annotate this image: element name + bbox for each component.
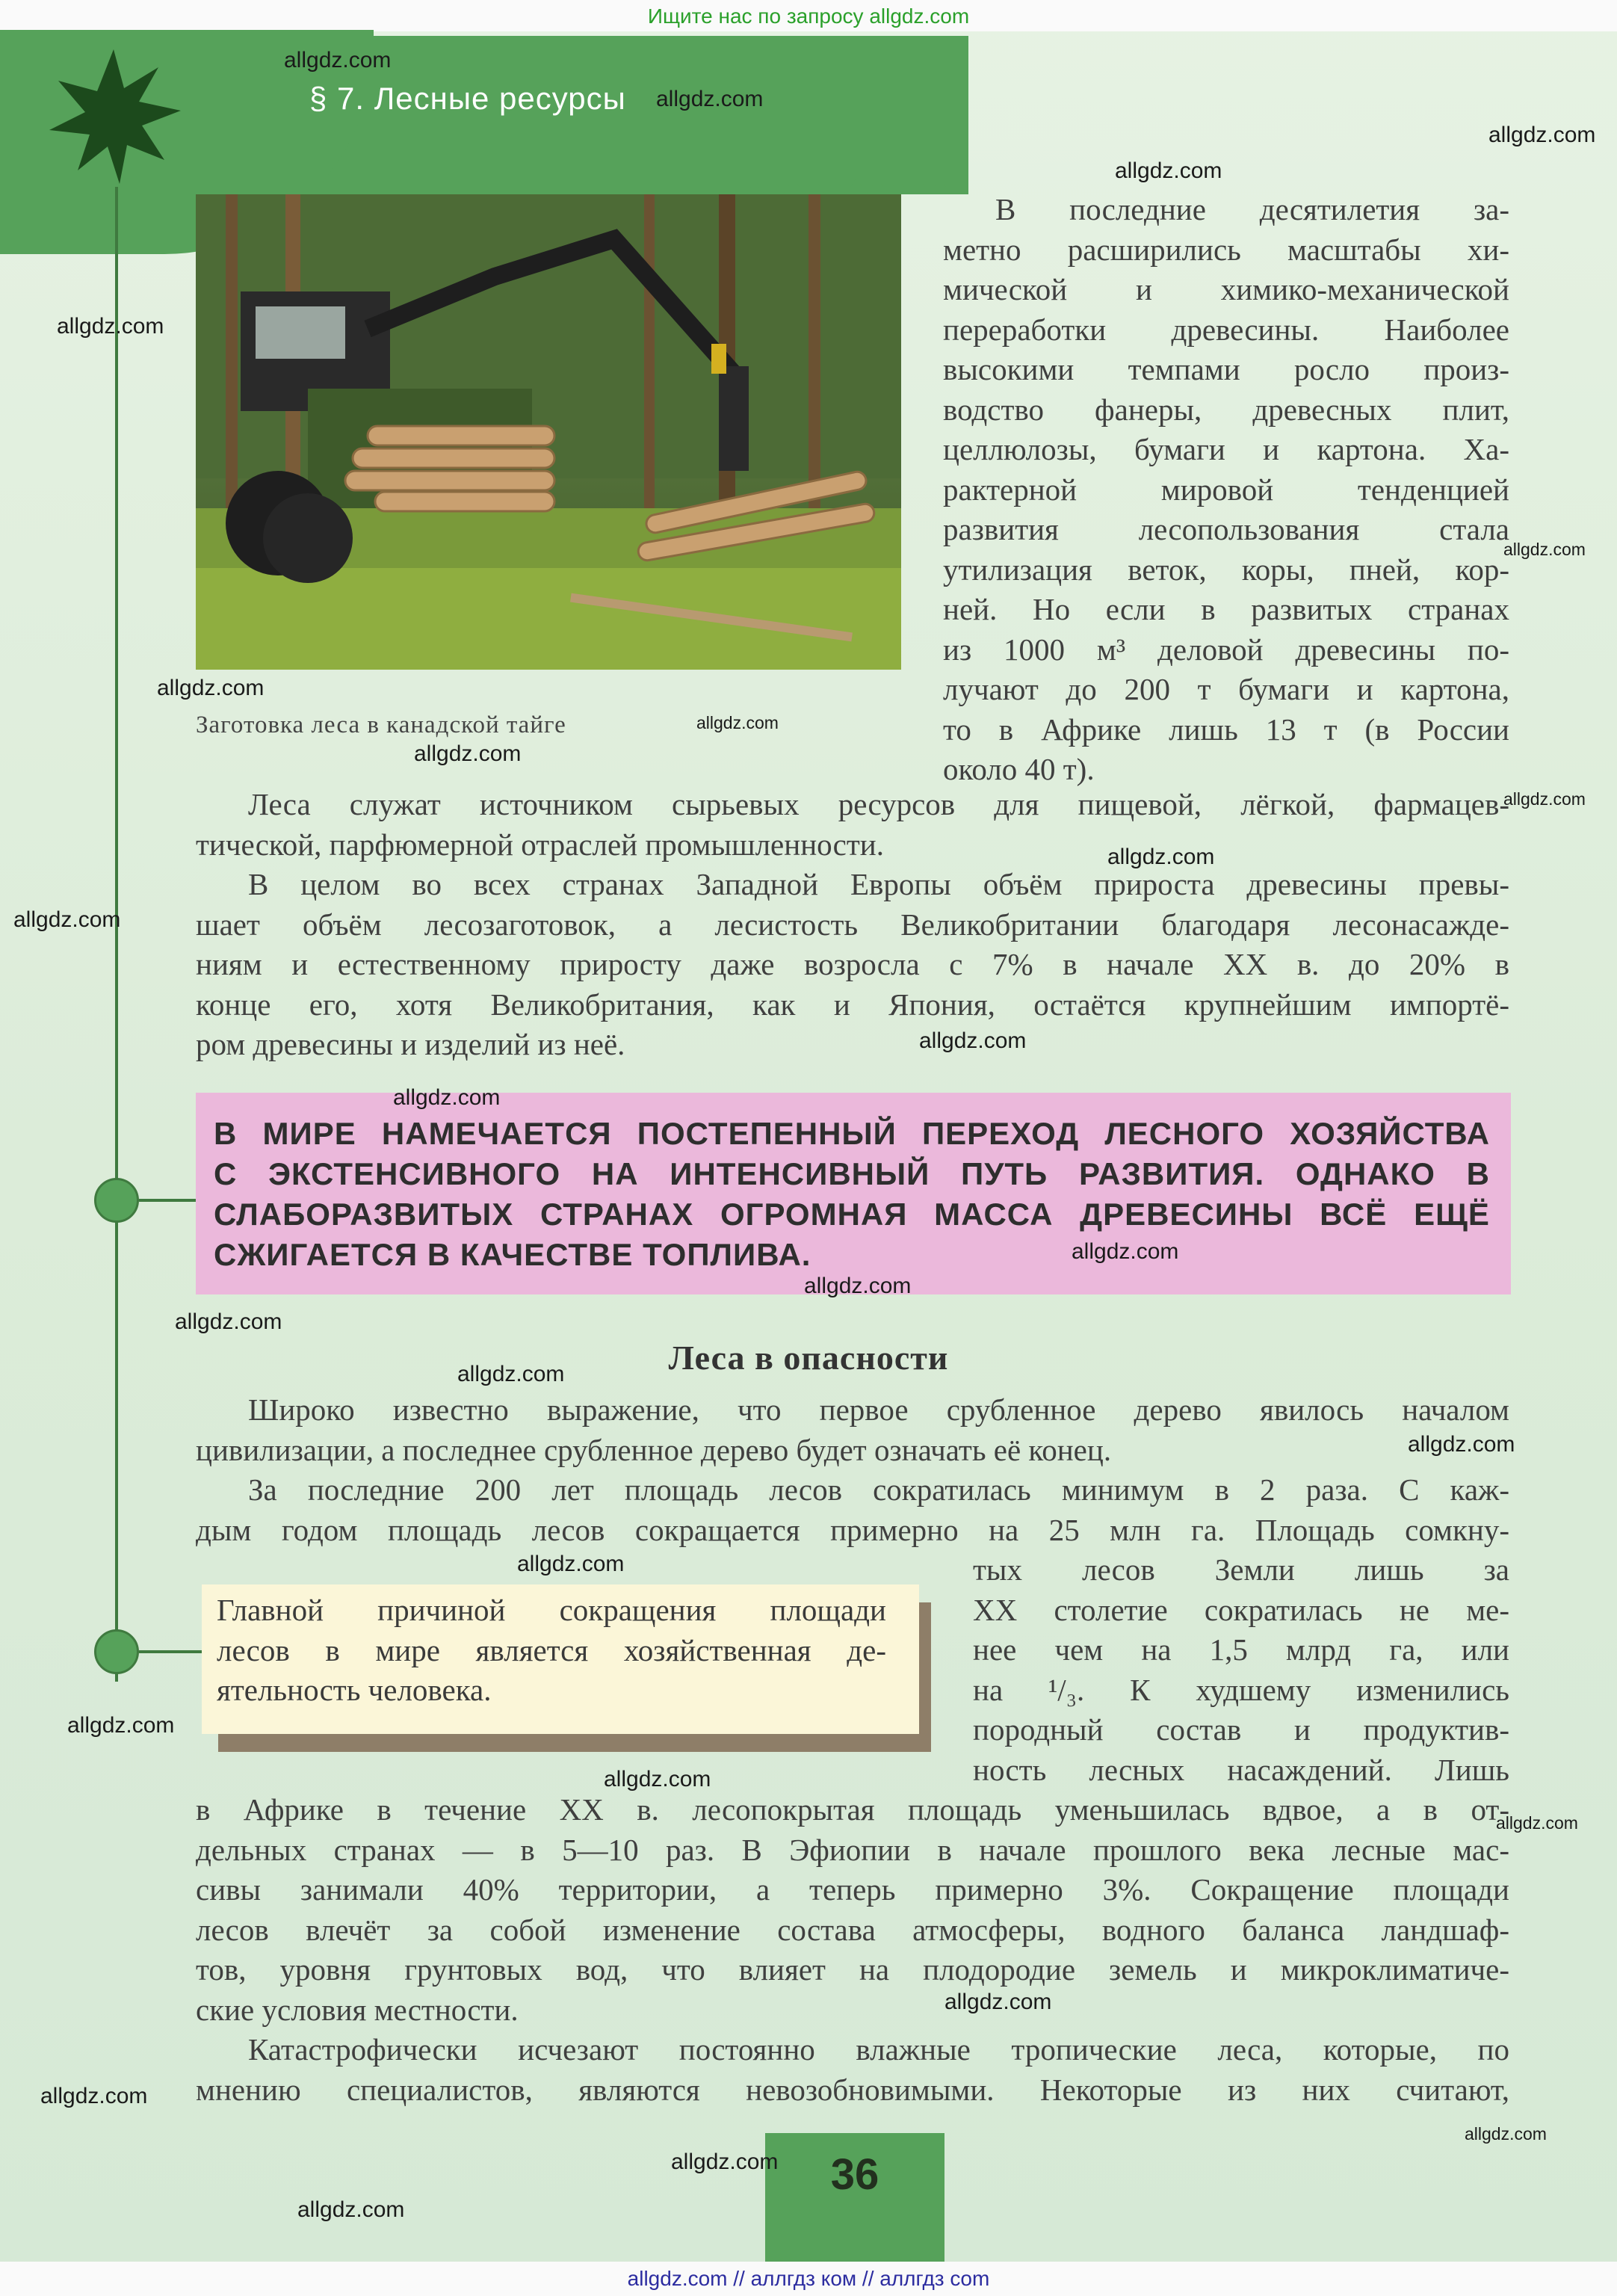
watermark: allgdz.com [393, 1085, 501, 1110]
text-line: мической и химико-механической [943, 272, 1509, 306]
paragraph-tropical [196, 2030, 1509, 2110]
watermark: allgdz.com [1072, 1239, 1179, 1264]
watermark: allgdz.com [1408, 1432, 1515, 1457]
text-line: В целом во всех странах Западной Европы объём прироста древесины превы- [248, 867, 1509, 901]
timeline-connector [139, 1650, 203, 1653]
watermark: allgdz.com [919, 1028, 1027, 1053]
watermark: allgdz.com [57, 314, 164, 339]
text-line: ность лесных насаждений. Лишь [973, 1752, 1509, 1787]
text-line: из 1000 м³ деловой древесины по- [943, 632, 1509, 667]
watermark: allgdz.com [804, 1274, 912, 1298]
watermark: allgdz.com [13, 907, 121, 932]
paragraph-forest-decline [196, 1470, 1509, 1550]
watermark: allgdz.com [1107, 845, 1215, 869]
text-line: Катастрофически исчезают постоянно влажные тропические леса, которые, по [248, 2032, 1509, 2067]
watermark: allgdz.com [604, 1767, 711, 1792]
text-line: целлюлозы, бумаги и картона. Ха- [943, 432, 1509, 466]
callout-line: СЖИГАЕТСЯ В КАЧЕСТВЕ ТОПЛИВА. [214, 1237, 811, 1272]
paragraph-civilization [196, 1390, 1509, 1470]
section-heading: Леса в опасности [668, 1339, 949, 1377]
text-line: утилизация веток, коры, пней, кор- [943, 552, 1509, 587]
watermark: allgdz.com [1115, 158, 1222, 183]
paragraph-forest-decline-wrap [973, 1550, 1509, 1790]
watermark: allgdz.com [414, 741, 522, 766]
note-line: лесов в мире является хозяйственная де- [217, 1632, 886, 1667]
text-line: шает объём лесозаготовок, а лесистость Великобритании благодаря лесонасажде- [196, 907, 1509, 942]
watermark: allgdz.com [656, 87, 764, 111]
paragraph-processing [943, 190, 1509, 790]
text-line: развития лесопользования стала [943, 512, 1509, 546]
watermark: allgdz.com [1488, 123, 1596, 147]
watermark: allgdz.com [297, 2197, 405, 2222]
page-number: 36 [830, 2150, 879, 2199]
text-line: ром древесины и изделий из неё. [196, 1027, 625, 1061]
text-line: дельных странах — в 5—10 раз. В Эфиопии в начале прошлого века лесные мас- [196, 1832, 1509, 1867]
text-line: Леса служат источником сырьевых ресурсов для пищевой, лёгкой, фармацев- [248, 787, 1509, 821]
watermark: allgdz.com [157, 676, 265, 700]
text-line: В последние десятилетия за- [995, 192, 1509, 226]
bottom-banner[interactable]: allgdz.com // аллгдз ком // аллгдз com [0, 2262, 1617, 2296]
text-line: ней. Но если в развитых странах [943, 592, 1509, 626]
paragraph-western-europe [196, 865, 1509, 1065]
watermark: allgdz.com [696, 713, 779, 732]
text-line: переработки древесины. Наиболее [943, 312, 1509, 347]
text-line: метно расширились масштабы хи- [943, 232, 1509, 267]
watermark: allgdz.com [175, 1309, 282, 1334]
note-line: Главной причиной сокращения площади [217, 1593, 886, 1627]
text-line: ниям и естественному приросту даже возросла с 7% в начале XX в. до 20% в [196, 947, 1509, 981]
text-line: лучают до 200 т бумаги и картона, [943, 672, 1509, 706]
watermark: allgdz.com [944, 1990, 1052, 2014]
callout-line: В МИРЕ НАМЕЧАЕТСЯ ПОСТЕПЕННЫЙ ПЕРЕХОД ЛЕСНОГО ХОЗЯЙСТВА [214, 1116, 1490, 1151]
forest-harvest-photo [196, 194, 901, 670]
text-line: мнению специалистов, являются невозобновимыми. Некоторые из них считают, [196, 2072, 1509, 2107]
text-line: водство фанеры, древесных плит, [943, 392, 1509, 427]
header-scallops [747, 161, 968, 194]
watermark: allgdz.com [1496, 1813, 1578, 1833]
watermark: allgdz.com [40, 2084, 148, 2108]
text-line: цивилизации, а последнее срубленное дерево будет означать её конец. [196, 1432, 1112, 1467]
callout-line: СЛАБОРАЗВИТЫХ СТРАНАХ ОГРОМНАЯ МАССА ДРЕВЕСИНЫ ВСЁ ЕЩЁ [214, 1197, 1490, 1232]
paragraph-africa [196, 1790, 1509, 2030]
timeline-dot [94, 1629, 139, 1674]
watermark: allgdz.com [1465, 2124, 1547, 2144]
text-line: нее чем на 1,5 млрд га, или [973, 1632, 1509, 1667]
watermark: allgdz.com [284, 48, 392, 72]
text-line: XX столетие сократилась не ме- [973, 1592, 1509, 1627]
text-line: ские условия местности. [196, 1992, 519, 2027]
watermark: allgdz.com [67, 1713, 175, 1738]
text-line: то в Африке лишь 13 т (в России [943, 712, 1509, 747]
timeline-dot [94, 1178, 139, 1223]
text-line: тых лесов Земли лишь за [973, 1552, 1509, 1587]
callout-line: С ЭКСТЕНСИВНОГО НА ИНТЕНСИВНЫЙ ПУТЬ РАЗВИТИЯ. ОДНАКО В [214, 1156, 1490, 1191]
text-line: тов, уровня грунтовых вод, что влияет на плодородие земель и микроклиматиче- [196, 1952, 1509, 1987]
text-line: на ¹/₃. К худшему изменились [973, 1672, 1509, 1707]
text-line: в Африке в течение XX в. лесопокрытая площадь уменьшилась вдвое, а в от- [196, 1792, 1509, 1827]
timeline-connector [139, 1199, 199, 1202]
note-text [217, 1590, 886, 1711]
watermark: allgdz.com [671, 2150, 779, 2174]
text-line: лесов влечёт за собой изменение состава атмосферы, водного баланса ландшаф- [196, 1912, 1509, 1947]
timeline-line [115, 187, 118, 1682]
text-line: дым годом площадь лесов сокращается примерно на 25 млн га. Площадь сомкну- [196, 1512, 1509, 1547]
paragraph-raw-materials [196, 785, 1509, 865]
watermark: allgdz.com [1503, 789, 1586, 809]
star-emblem-icon [39, 42, 188, 191]
text-line: породный состав и продуктив- [973, 1712, 1509, 1747]
text-line: рактерной мировой тенденцией [943, 472, 1509, 507]
text-line: конце его, хотя Великобритания, как и Япония, остаётся крупнейшим импортё- [196, 987, 1509, 1022]
text-line: высокими темпами росло произ- [943, 352, 1509, 386]
text-line: Широко известно выражение, что первое срубленное дерево явилось началом [248, 1392, 1509, 1427]
photo-caption: Заготовка леса в канадской тайге [196, 712, 566, 738]
text-line: За последние 200 лет площадь лесов сократилась минимум в 2 раза. С каж- [248, 1472, 1509, 1507]
text-line: сивы занимали 40% территории, а теперь примерно 3%. Сокращение площади [196, 1872, 1509, 1907]
section-title: § 7. Лесные ресурсы [309, 81, 626, 116]
callout-text [214, 1114, 1490, 1275]
watermark: allgdz.com [457, 1362, 565, 1386]
top-banner[interactable]: Ищите нас по запросу allgdz.com [0, 0, 1617, 31]
text-line: около 40 т). [943, 752, 1095, 786]
text-line: тической, парфюмерной отраслей промышленности. [196, 827, 884, 862]
watermark: allgdz.com [517, 1552, 625, 1576]
note-line: ятельность человека. [217, 1673, 492, 1707]
watermark: allgdz.com [1503, 540, 1586, 559]
